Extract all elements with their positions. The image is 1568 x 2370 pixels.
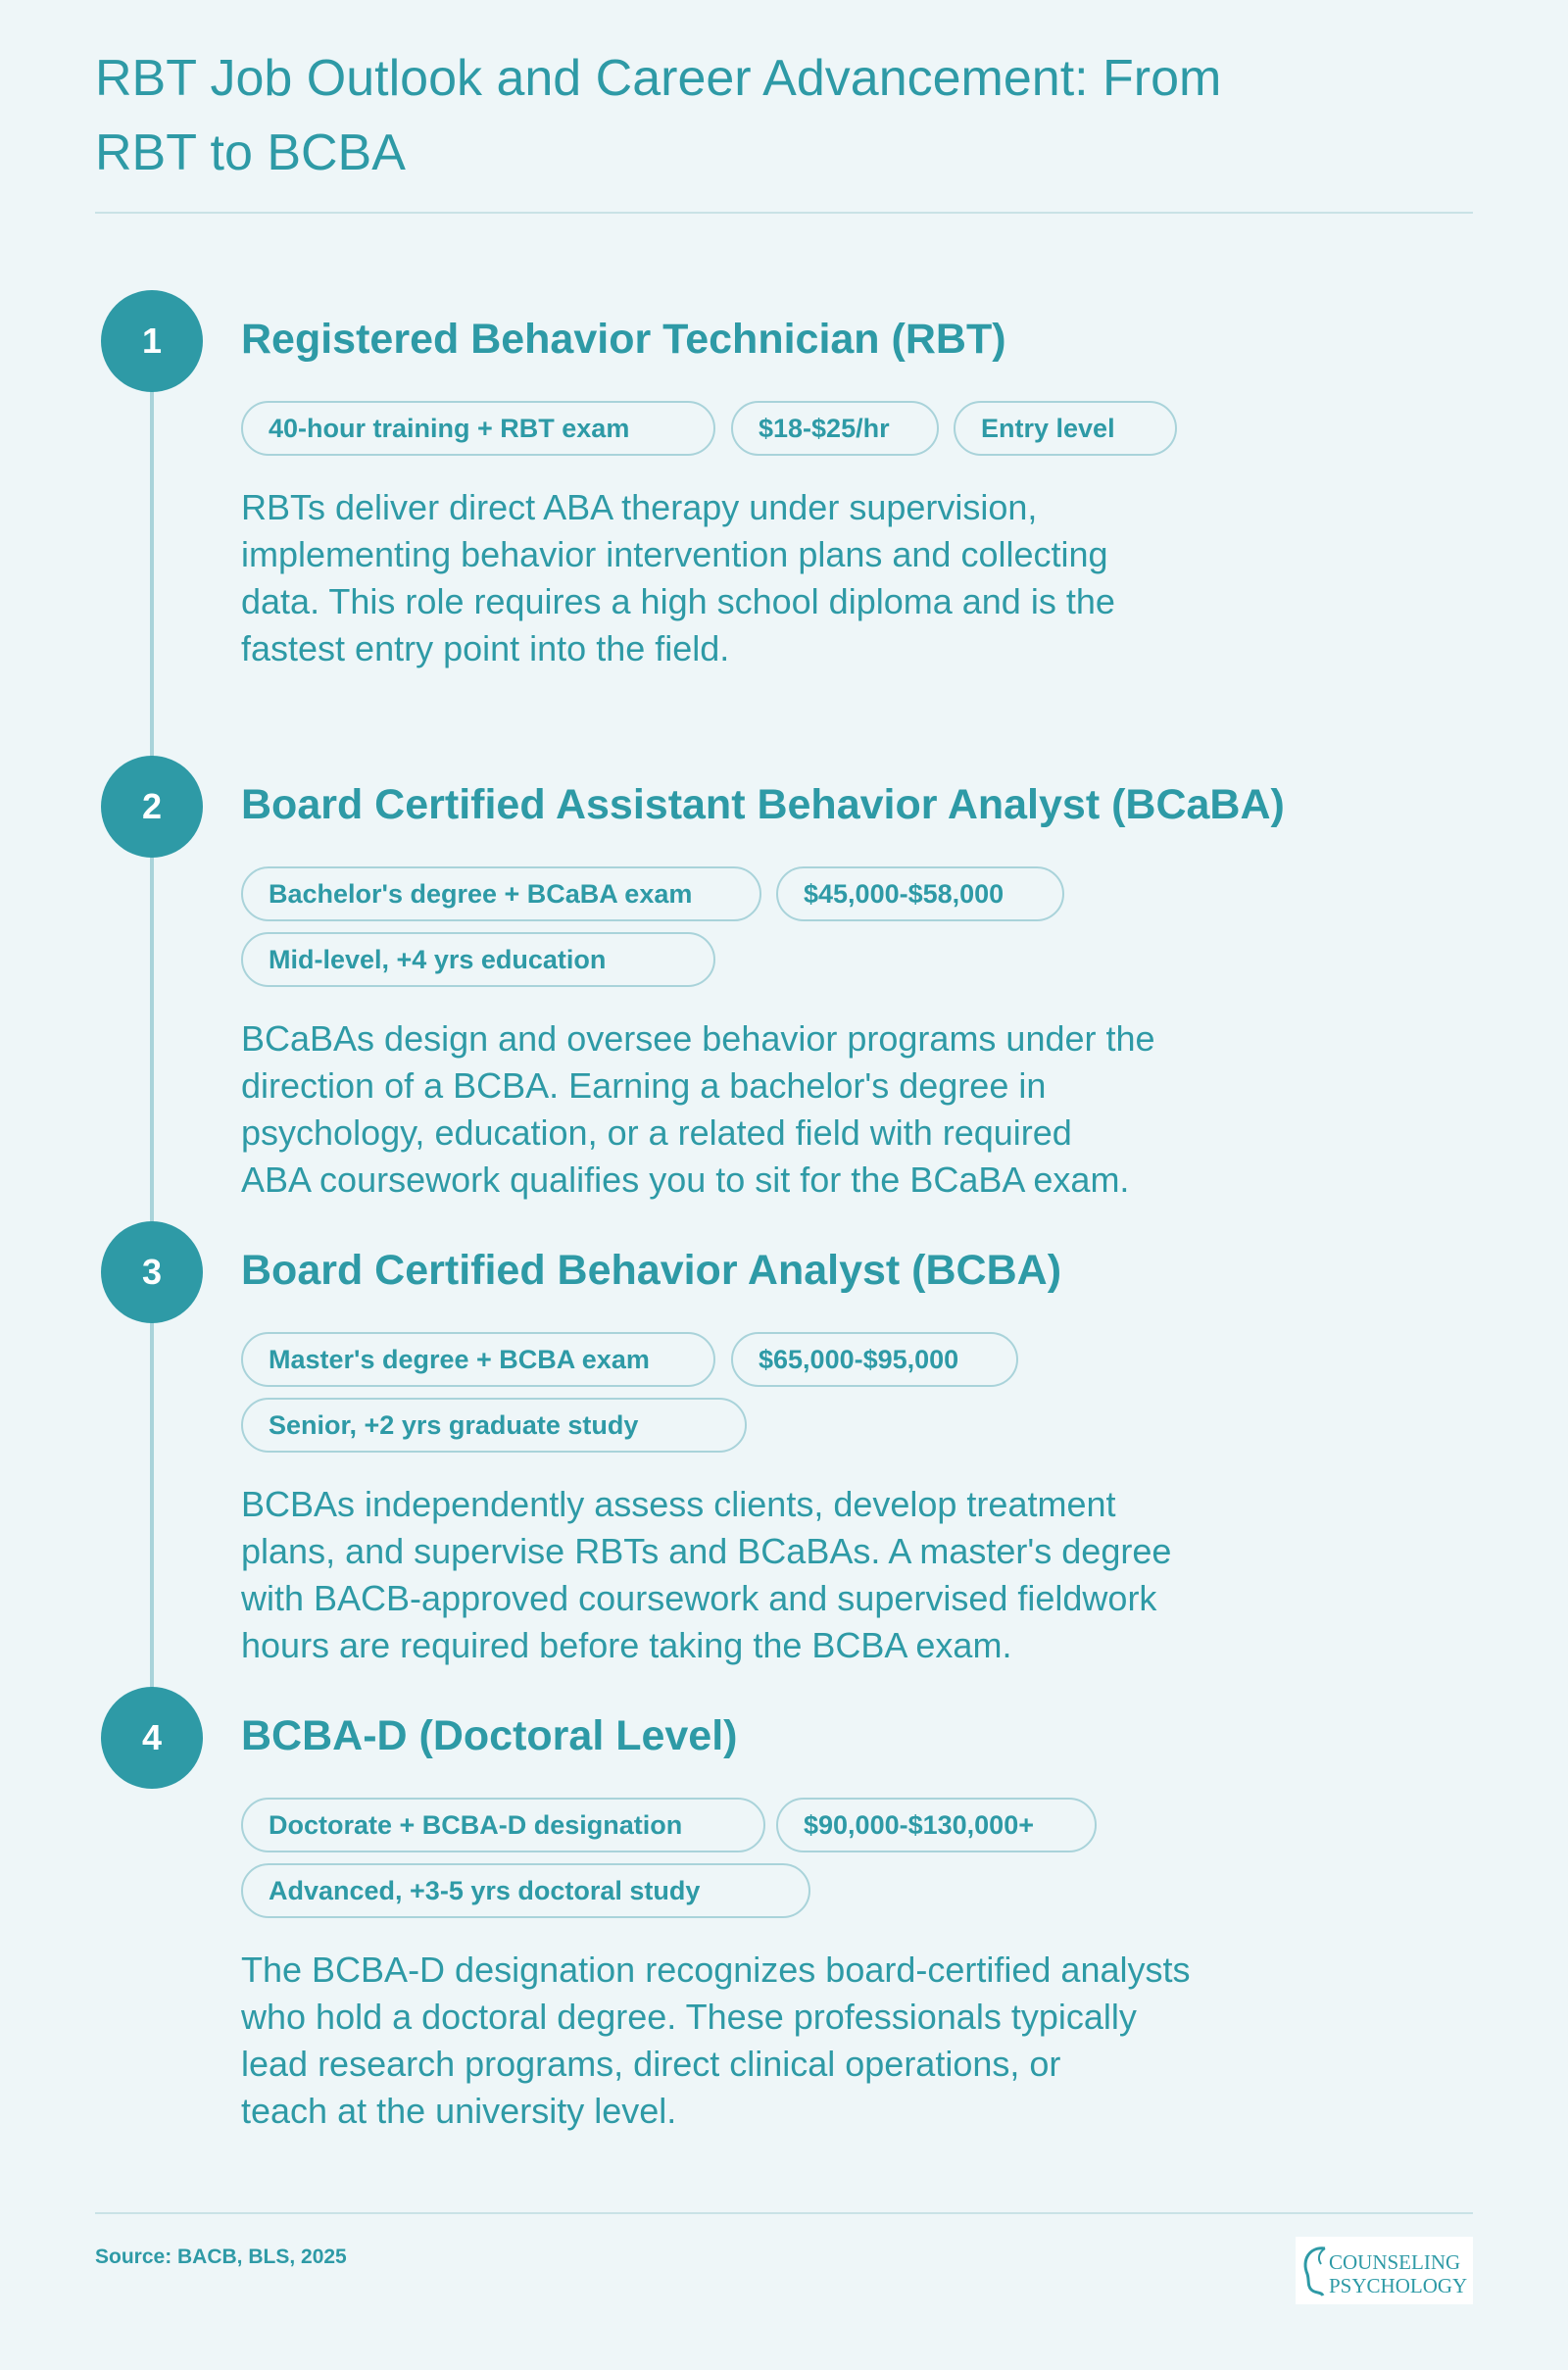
salary-tag: $65,000-$95,000 — [731, 1332, 1018, 1387]
page-title-line1: RBT Job Outlook and Career Advancement: From — [95, 50, 1222, 107]
timeline-connector — [150, 339, 154, 1692]
description-line: teach at the university level. — [241, 2091, 677, 2131]
description-line: lead research programs, direct clinical operations, or — [241, 2044, 1061, 2084]
level-tag: Advanced, +3-5 yrs doctoral study — [241, 1863, 810, 1918]
requirement-tag: 40-hour training + RBT exam — [241, 401, 715, 456]
description-line: plans, and supervise RBTs and BCaBAs. A master's degree — [241, 1531, 1172, 1571]
logo-text-line1: COUNSELING — [1329, 2250, 1461, 2274]
description-line: direction of a BCBA. Earning a bachelor's degree in — [241, 1065, 1047, 1106]
level-tag: Entry level — [954, 401, 1177, 456]
step-description — [241, 1015, 1319, 1204]
step-title: Registered Behavior Technician (RBT) — [241, 316, 1006, 363]
requirement-tag: Doctorate + BCBA-D designation — [241, 1798, 765, 1852]
step-number-badge: 1 — [101, 290, 203, 392]
description-line: hours are required before taking the BCBA exam. — [241, 1625, 1012, 1665]
description-line: BCBAs independently assess clients, develop treatment — [241, 1484, 1116, 1524]
step-description — [241, 1947, 1319, 2135]
description-line: fastest entry point into the field. — [241, 628, 730, 668]
logo-text-line2: PSYCHOLOGY — [1329, 2274, 1468, 2297]
description-line: implementing behavior intervention plans and collecting — [241, 534, 1108, 574]
page-title-line2: RBT to BCBA — [95, 124, 406, 181]
step-number-badge: 4 — [101, 1687, 203, 1789]
step-description — [241, 484, 1319, 672]
description-line: psychology, education, or a related field with required — [241, 1112, 1072, 1153]
step-description — [241, 1481, 1319, 1669]
description-line: who hold a doctoral degree. These professionals typically — [241, 1997, 1137, 2037]
salary-tag: $18-$25/hr — [731, 401, 939, 456]
header-divider — [95, 212, 1473, 214]
description-line: The BCBA-D designation recognizes board-certified analysts — [241, 1950, 1191, 1990]
level-tag: Mid-level, +4 yrs education — [241, 932, 715, 987]
step-title: Board Certified Assistant Behavior Analyst (BCaBA) — [241, 781, 1285, 828]
description-line: ABA coursework qualifies you to sit for the BCaBA exam. — [241, 1160, 1130, 1200]
description-line: with BACB-approved coursework and supervised fieldwork — [241, 1578, 1157, 1618]
counseling-psychology-logo — [1296, 2237, 1473, 2304]
step-number-badge: 2 — [101, 756, 203, 858]
step-tags — [241, 1798, 1221, 1954]
level-tag: Senior, +2 yrs graduate study — [241, 1398, 747, 1453]
description-line: RBTs deliver direct ABA therapy under supervision, — [241, 487, 1038, 527]
step-title: Board Certified Behavior Analyst (BCBA) — [241, 1247, 1062, 1294]
step-tags — [241, 866, 1221, 1023]
step-title: BCBA-D (Doctoral Level) — [241, 1712, 738, 1759]
salary-tag: $90,000-$130,000+ — [776, 1798, 1097, 1852]
footer-divider — [95, 2212, 1473, 2214]
requirement-tag: Master's degree + BCBA exam — [241, 1332, 715, 1387]
description-line: data. This role requires a high school diploma and is the — [241, 581, 1115, 621]
requirement-tag: Bachelor's degree + BCaBA exam — [241, 866, 761, 921]
source-note: Source: BACB, BLS, 2025 — [95, 2246, 347, 2268]
step-tags — [241, 1332, 1221, 1489]
page-title — [95, 41, 1369, 190]
step-number-badge: 3 — [101, 1221, 203, 1323]
salary-tag: $45,000-$58,000 — [776, 866, 1064, 921]
description-line: BCaBAs design and oversee behavior programs under the — [241, 1018, 1155, 1059]
